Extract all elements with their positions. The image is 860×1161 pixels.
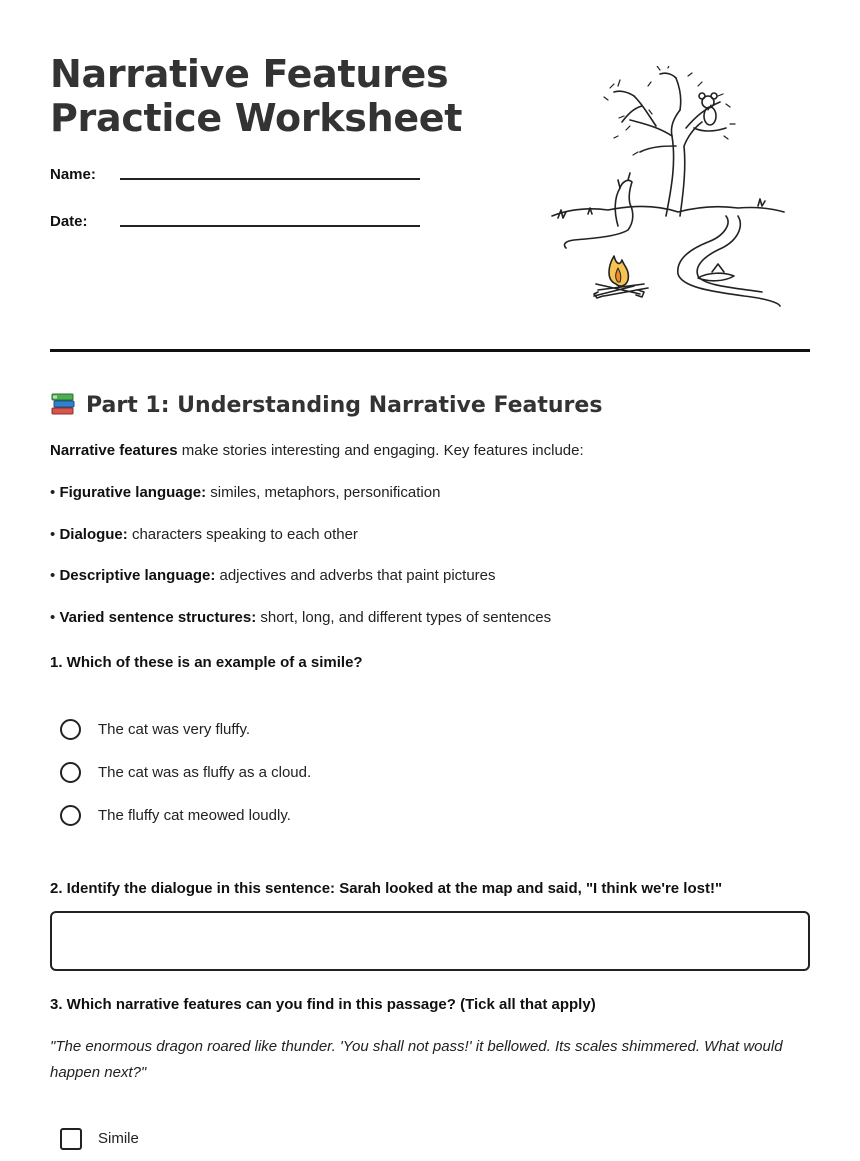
tree-campfire-illustration [548, 66, 788, 311]
question-2: 2. Identify the dialogue in this sentence: Sarah looked at the map and said, "I think we're lost!" [50, 880, 723, 897]
intro-paragraph [50, 441, 584, 461]
name-label: Name: [50, 166, 96, 183]
feature-term: Figurative language: [59, 484, 207, 501]
radio-button[interactable] [60, 762, 81, 783]
feature-bullet: • [50, 567, 56, 584]
question-3: 3. Which narrative features can you find in this passage? (Tick all that apply) [50, 996, 596, 1013]
intro-bold: Narrative features [50, 442, 178, 459]
option-label: The fluffy cat meowed loudly. [98, 807, 291, 824]
part1-heading [50, 390, 602, 420]
worksheet-page [50, 0, 810, 1161]
worksheet-title [50, 52, 530, 140]
feature-desc: characters speaking to each other [127, 526, 358, 543]
name-input-line[interactable] [120, 178, 420, 180]
feature-item [50, 525, 358, 545]
books-icon [50, 390, 76, 416]
intro-rest: make stories interesting and engaging. Key features include: [177, 442, 584, 459]
title-line-1: Narrative Features [50, 52, 449, 96]
header-divider [50, 349, 810, 352]
feature-desc: adjectives and adverbs that paint pictures [215, 567, 496, 584]
feature-item [50, 566, 496, 586]
q3-passage: "The enormous dragon roared like thunder. 'You shall not pass!' it bellowed. Its scales shimmered. What would happen next?" [50, 1038, 783, 1081]
feature-bullet: • [50, 609, 56, 626]
worksheet-header [50, 52, 810, 312]
option-label: Simile [98, 1130, 139, 1147]
q1-option-1[interactable] [60, 718, 560, 744]
option-label: The cat was as fluffy as a cloud. [98, 764, 312, 781]
part1-heading-text: Part 1: Understanding Narrative Features [86, 393, 603, 418]
question-1: 1. Which of these is an example of a simile? [50, 654, 363, 671]
feature-term: Varied sentence structures: [59, 609, 257, 626]
feature-bullet: • [50, 484, 56, 501]
feature-term: Dialogue: [59, 526, 128, 543]
q2-answer-input[interactable] [50, 911, 810, 971]
feature-term: Descriptive language: [59, 567, 216, 584]
date-input-line[interactable] [120, 225, 420, 227]
title-line-2: Practice Worksheet [50, 96, 463, 140]
option-label: The cat was very fluffy. [98, 721, 250, 738]
name-field [50, 166, 420, 196]
q1-option-3[interactable] [60, 804, 560, 830]
feature-item [50, 608, 551, 628]
date-field [50, 213, 420, 243]
feature-bullet: • [50, 526, 56, 543]
feature-desc: similes, metaphors, personification [206, 484, 441, 501]
feature-desc: short, long, and different types of sentences [256, 609, 552, 626]
radio-button[interactable] [60, 805, 81, 826]
q3-option-simile[interactable] [60, 1127, 560, 1153]
checkbox[interactable] [60, 1128, 82, 1150]
feature-item [50, 483, 440, 503]
radio-button[interactable] [60, 719, 81, 740]
date-label: Date: [50, 213, 88, 230]
q1-option-2[interactable] [60, 761, 560, 787]
